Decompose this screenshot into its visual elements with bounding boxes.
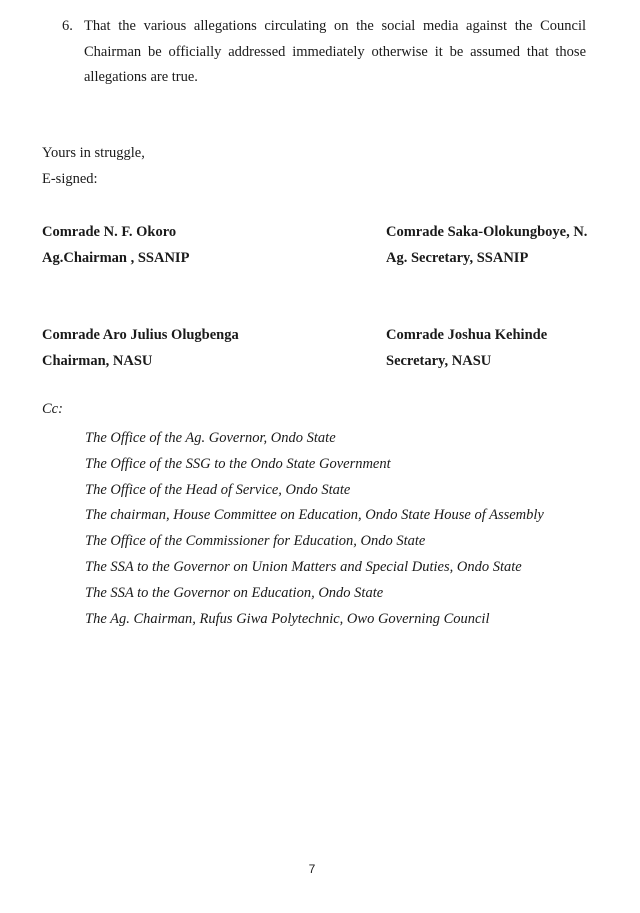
cc-recipient: The Office of the Ag. Governor, Ondo State [85,430,336,446]
signatory-kehinde [386,322,547,374]
signatory-name: Comrade Aro Julius Olugbenga [42,327,239,343]
signatory-title: Secretary, NASU [386,353,492,369]
cc-recipient: The SSA to the Governor on Union Matters and Special Duties, Ondo State [85,558,522,575]
signatory-aro [42,322,239,374]
signatory-name: Comrade N. F. Okoro [42,224,177,240]
cc-recipient: The Office of the SSG to the Ondo State Government [85,455,391,472]
closing-salutation: Yours in struggle, [42,145,145,161]
cc-recipient: The Office of the Commissioner for Education, Ondo State [85,533,426,550]
item-number: 6. [62,18,73,34]
signatory-okoro [42,219,189,271]
signatory-saka-olokungboye [386,219,587,271]
numbered-item [62,14,586,91]
cc-list [85,426,544,632]
signatory-title: Ag. Secretary, SSANIP [386,250,529,266]
e-signed-label: E-signed: [42,171,98,187]
cc-recipient: The Ag. Chairman, Rufus Giwa Polytechnic, Owo Governing Council [85,610,490,627]
signatory-name: Comrade Saka-Olokungboye, N. [386,224,588,240]
cc-recipient: The chairman, House Committee on Education, Ondo State House of Assembly [85,507,544,524]
cc-label: Cc: [42,401,63,417]
cc-recipient: The Office of the Head of Service, Ondo State [85,481,351,498]
page-number: 7 [308,862,316,876]
item-text: That the various allegations circulating on the social media against the Council Chairman be officially addressed immediately otherwise it be assumed that those allegations are true. [84,18,586,85]
signatory-name: Comrade Joshua Kehinde [386,327,548,343]
signatory-title: Chairman, NASU [42,353,153,369]
cc-recipient: The SSA to the Governor on Education, Ondo State [85,584,384,601]
signatory-title: Ag.Chairman , SSANIP [42,250,190,266]
